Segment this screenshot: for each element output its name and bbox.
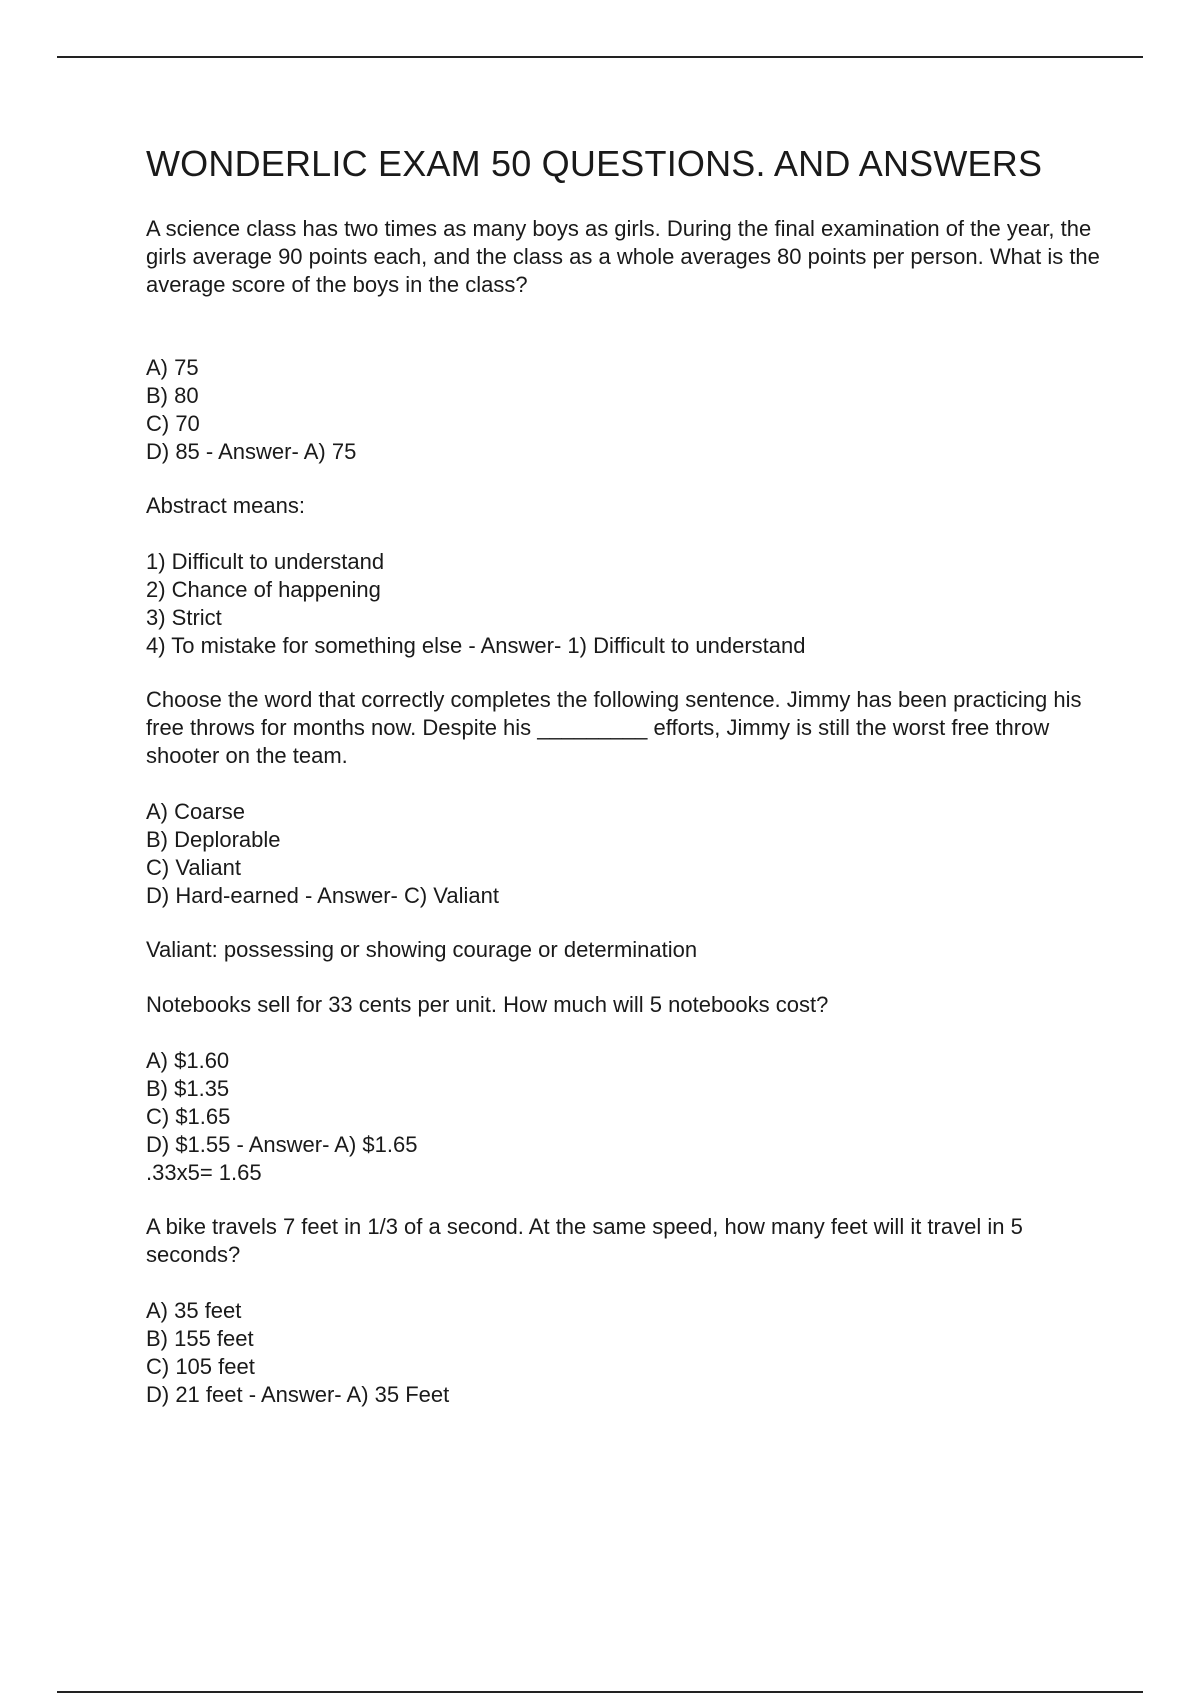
answer-option: B) Deplorable	[146, 827, 281, 852]
answer-option: B) 155 feet	[146, 1326, 254, 1351]
answer-option: 2) Chance of happening	[146, 577, 381, 602]
question-text: Notebooks sell for 33 cents per unit. How much will 5 notebooks cost?	[146, 992, 829, 1017]
answer-option: C) 70	[146, 411, 200, 436]
question-text: A bike travels 7 feet in 1/3 of a second. At the same speed, how many feet will it travel in 5 seconds?	[146, 1214, 1023, 1267]
answer-option: B) $1.35	[146, 1076, 230, 1101]
answer-option: 3) Strict	[146, 605, 222, 630]
answer-options	[146, 1297, 1106, 1409]
bottom-divider	[57, 1691, 1143, 1693]
definition-note: Valiant: possessing or showing courage or determination	[146, 937, 698, 962]
answer-options	[146, 1047, 1106, 1187]
answer-explanation: .33x5= 1.65	[146, 1160, 262, 1185]
top-divider	[57, 56, 1143, 58]
question-text: Abstract means:	[146, 493, 305, 518]
answer-option: C) $1.65	[146, 1104, 231, 1129]
answer-option: D) 21 feet - Answer- A) 35 Feet	[146, 1382, 450, 1407]
answer-options	[146, 354, 1106, 466]
question-block	[146, 991, 1106, 1187]
answer-option: C) 105 feet	[146, 1354, 255, 1379]
answer-option: A) $1.60	[146, 1048, 230, 1073]
answer-option: A) 35 feet	[146, 1298, 242, 1323]
answer-options	[146, 798, 1106, 910]
question-block	[146, 686, 1106, 964]
answer-option: 4) To mistake for something else - Answer- 1) Difficult to understand	[146, 633, 806, 658]
question-text: A science class has two times as many boys as girls. During the final examination of the year, the girls average 90 points each, and the class as a whole averages 80 points per person. What is the average score of the boys in the class?	[146, 216, 1100, 297]
answer-option: D) Hard-earned - Answer- C) Valiant	[146, 883, 499, 908]
answer-option: A) Coarse	[146, 799, 246, 824]
answer-option: B) 80	[146, 383, 199, 408]
answer-option: D) 85 - Answer- A) 75	[146, 439, 357, 464]
question-block	[146, 492, 1106, 660]
answer-option: 1) Difficult to understand	[146, 549, 385, 574]
document-page	[146, 140, 1106, 1435]
answer-option: A) 75	[146, 355, 199, 380]
question-block	[146, 1213, 1106, 1409]
answer-option: C) Valiant	[146, 855, 241, 880]
answer-options	[146, 548, 1106, 660]
document-title: WONDERLIC EXAM 50 QUESTIONS. AND ANSWERS	[146, 143, 1043, 184]
answer-option: D) $1.55 - Answer- A) $1.65	[146, 1132, 418, 1157]
question-block	[146, 215, 1106, 466]
question-text: Choose the word that correctly completes the following sentence. Jimmy has been practicing his free throws for months now. Despite his _________ efforts, Jimmy is still the worst free throw shooter on the team.	[146, 687, 1082, 768]
